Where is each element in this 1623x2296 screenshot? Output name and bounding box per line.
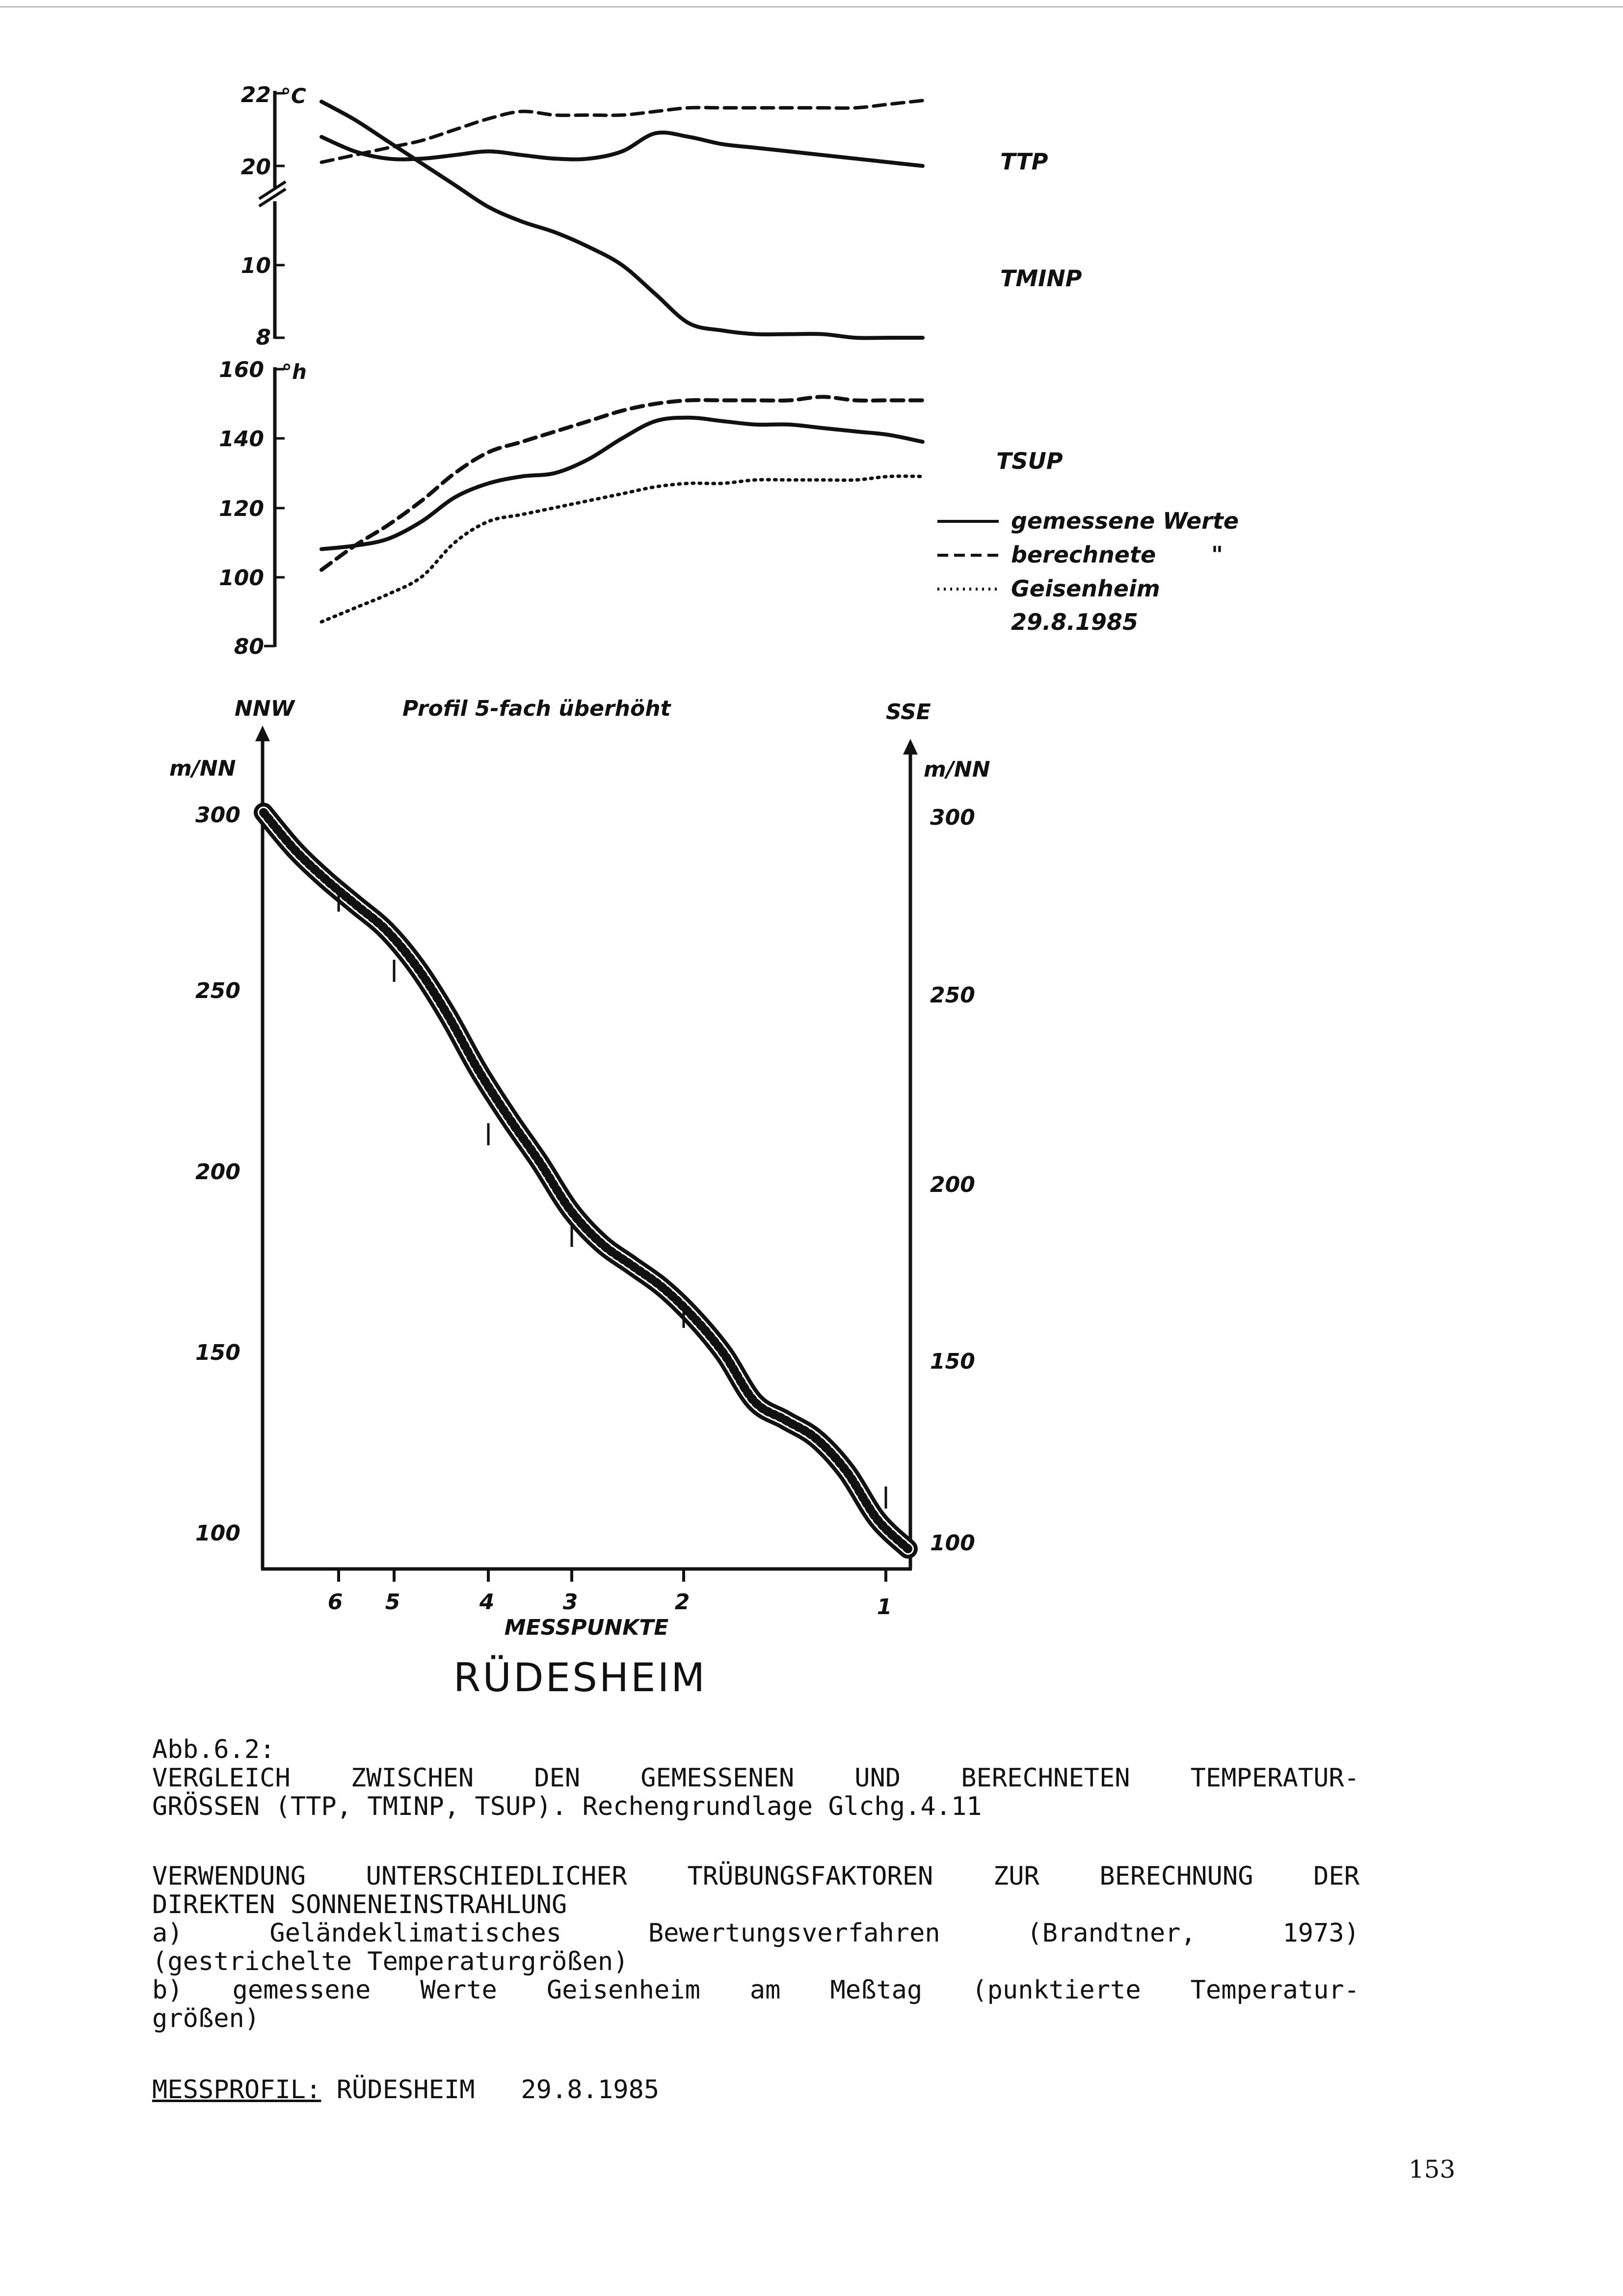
profile-left-tick-300: 300 — [195, 803, 240, 828]
station-6: 6 — [327, 1590, 343, 1615]
profile-title: Profil 5-fach überhöht — [402, 696, 671, 721]
tsup-tick-80: 80 — [234, 634, 264, 659]
station-3: 3 — [562, 1590, 578, 1615]
temp-tick-22: 22 — [240, 82, 271, 108]
profile-left-tick-100: 100 — [195, 1521, 240, 1546]
tsup-tick-100: 100 — [219, 566, 264, 591]
caption-line-2: GRÖSSEN (TTP, TMINP, TSUP). Rechengrundlage Glchg.4.11 — [152, 1792, 982, 1821]
legend-date: 29.8.1985 — [1011, 609, 1138, 635]
profile-series-group — [264, 812, 908, 1549]
right-axis-unit: m/NN — [924, 757, 990, 782]
measurement-profile-line — [152, 2076, 1359, 2104]
left-axis-arrow — [255, 726, 270, 741]
legend — [937, 508, 1239, 635]
profile-band-hatch — [264, 812, 908, 1549]
profile-left-tick-150: 150 — [195, 1340, 240, 1365]
tsup-tick-140: 140 — [219, 427, 264, 452]
temp-tick-10: 10 — [240, 253, 271, 278]
page-number: 153 — [1409, 2155, 1456, 2184]
profile-right-tick-300: 300 — [930, 805, 975, 830]
measurement-profile-value: RÜDESHEIM 29.8.1985 — [336, 2075, 660, 2105]
caption-label: Abb.6.2: — [152, 1735, 275, 1764]
tsup-chart — [219, 357, 1063, 659]
direction-sse: SSE — [886, 700, 931, 725]
profile-right-tick-100: 100 — [930, 1531, 975, 1556]
legend-dashed-ditto: " — [1211, 541, 1223, 568]
caption-line-1: VERGLEICH ZWISCHEN DEN GEMESSENEN UND BERECHNETEN TEMPERATUR- — [152, 1763, 1359, 1793]
direction-nnw: NNW — [235, 696, 295, 721]
station-2: 2 — [674, 1590, 690, 1615]
profile-left-tick-200: 200 — [195, 1160, 240, 1185]
tsup-tick-120: 120 — [219, 496, 264, 521]
caption-line-7: b) gemessene Werte Geisenheim am Meßtag (punktierte Temperatur- — [152, 1975, 1359, 2005]
profile-left-tick-250: 250 — [195, 978, 240, 1003]
tsup-series-group — [321, 397, 923, 621]
right-axis-arrow — [903, 739, 918, 755]
temp-series-line-0 — [321, 133, 923, 166]
tsup-unit-label: °h — [282, 360, 307, 384]
profile-chart — [169, 696, 990, 1701]
figure-title: RÜDESHEIM — [453, 1655, 707, 1701]
temperature-chart — [241, 82, 1082, 350]
temp-series-line-2 — [321, 102, 923, 338]
station-5: 5 — [385, 1590, 400, 1615]
profile-right-tick-250: 250 — [930, 983, 975, 1008]
tsup-series-line-2 — [321, 476, 923, 622]
tsup-tick-160: 160 — [219, 357, 264, 382]
caption-line-5: a) Geländeklimatisches Bewertungsverfahren (Brandtner, 1973) — [152, 1918, 1359, 1948]
temp-tick-8: 8 — [256, 325, 271, 350]
series-label-ttp: TTP — [1000, 148, 1048, 175]
legend-dotted-label: Geisenheim — [1011, 575, 1160, 602]
caption-line-8: größen) — [152, 2004, 260, 2033]
caption-line-4: DIREKTEN SONNENEINSTRAHLUNG — [152, 1890, 567, 1919]
x-axis-label: MESSPUNKTE — [504, 1615, 669, 1640]
profile-right-tick-150: 150 — [930, 1349, 975, 1374]
profile-right-tick-200: 200 — [930, 1172, 975, 1197]
temp-unit-label: °C — [281, 84, 306, 108]
caption-line-6: (gestrichelte Temperaturgrößen) — [152, 1947, 629, 1976]
caption-line-3: VERWENDUNG UNTERSCHIEDLICHER TRÜBUNGSFAKTOREN ZUR BERECHNUNG DER — [152, 1862, 1359, 1891]
station-4: 4 — [479, 1590, 495, 1615]
series-label-tsup: TSUP — [996, 448, 1063, 474]
temp-series-group — [321, 101, 923, 338]
left-axis-unit: m/NN — [169, 756, 236, 781]
legend-dashed-label: berechnete — [1011, 541, 1156, 568]
station-1: 1 — [877, 1594, 892, 1620]
measurement-profile-label: MESSPROFIL: — [152, 2075, 321, 2105]
tsup-series-line-0 — [321, 418, 923, 549]
temp-tick-20: 20 — [240, 155, 271, 180]
tsup-series-line-1 — [321, 397, 923, 570]
series-label-tminp: TMINP — [1000, 265, 1082, 292]
legend-solid-label: gemessene Werte — [1011, 508, 1239, 534]
